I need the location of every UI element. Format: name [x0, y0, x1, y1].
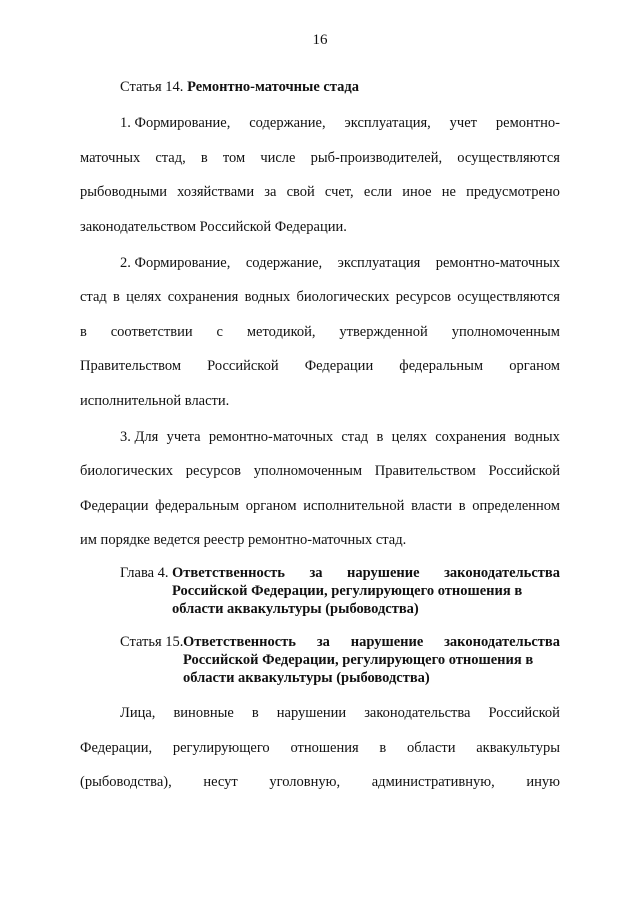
- word: иное: [402, 184, 432, 200]
- heading-line: Российской Федерации, регулирующего отношения в: [183, 652, 534, 668]
- word: за: [316, 634, 330, 650]
- word: в: [200, 150, 208, 166]
- word: хозяйствами: [177, 184, 255, 200]
- word: не: [441, 184, 456, 200]
- chapter-4-heading: [120, 564, 560, 620]
- paragraph-line: [80, 323, 560, 341]
- word: если: [363, 184, 393, 200]
- word: в: [376, 429, 384, 445]
- word: эксплуатация,: [344, 115, 431, 131]
- heading-line: области аквакультуры (рыбоводства): [172, 601, 419, 617]
- word: методикой,: [246, 324, 316, 340]
- word: водных: [514, 429, 560, 445]
- heading-line: Российской Федерации, регулирующего отношения в: [172, 583, 523, 599]
- word: области: [407, 740, 456, 756]
- word: осуществляются: [457, 289, 560, 305]
- word: Российской: [488, 463, 560, 479]
- word: том: [222, 150, 246, 166]
- word: власти: [411, 498, 452, 514]
- article-14-label: Статья 14.: [120, 79, 184, 95]
- word: содержание,: [249, 115, 326, 131]
- word: утвержденной: [339, 324, 428, 340]
- paragraph-line: исполнительной власти.: [80, 393, 230, 409]
- word: в: [251, 705, 259, 721]
- word: учет: [449, 115, 477, 131]
- word: сохранения: [435, 429, 506, 445]
- chapter-4-label: Глава 4.: [120, 565, 169, 581]
- word: за: [309, 565, 323, 581]
- paragraph-line: им порядке ведется реестр ремонтно-маточных стад.: [80, 532, 407, 548]
- word: отношения: [290, 740, 359, 756]
- paragraph-line: законодательством Российской Федерации.: [80, 219, 347, 235]
- word: аквакультуры: [476, 740, 560, 756]
- word: нарушение: [347, 565, 420, 581]
- word: федеральным: [155, 498, 239, 514]
- word: несут: [203, 774, 238, 790]
- word: в: [80, 324, 87, 340]
- word: ремонтно-маточных: [208, 429, 334, 445]
- word: уголовную,: [269, 774, 341, 790]
- word: соответствии: [110, 324, 193, 340]
- word: Ответственность: [183, 634, 296, 650]
- word: виновные: [173, 705, 234, 721]
- word: стад: [80, 289, 107, 305]
- word: эксплуатация: [337, 255, 421, 271]
- word: учета: [166, 429, 201, 445]
- page-number: 16: [312, 32, 328, 48]
- word: иную: [526, 774, 560, 790]
- word: с: [216, 324, 223, 340]
- word: 1. Формирование,: [120, 115, 231, 131]
- word: уполномоченным: [253, 463, 362, 479]
- word: Федерации: [304, 358, 374, 374]
- word: маточных: [80, 150, 141, 166]
- word: Правительством: [80, 358, 182, 374]
- heading-line: области аквакультуры (рыбоводства): [183, 670, 430, 686]
- word: законодательства: [364, 705, 471, 721]
- word: 2. Формирование,: [120, 255, 231, 271]
- paragraph-line: [120, 114, 560, 132]
- word: сохранения: [167, 289, 239, 305]
- word: Российской: [207, 358, 279, 374]
- word: Ответственность: [172, 565, 285, 581]
- paragraph-line: [80, 288, 560, 306]
- word: водных: [244, 289, 291, 305]
- word: стад,: [155, 150, 186, 166]
- word: Федерации: [80, 498, 149, 514]
- word: ремонтно-: [495, 115, 560, 131]
- word: рыбоводными: [80, 184, 168, 200]
- paragraph-line: [120, 704, 560, 722]
- word: определенном: [472, 498, 560, 514]
- paragraph-line: [80, 183, 560, 201]
- word: уполномоченным: [451, 324, 560, 340]
- word: биологических: [296, 289, 390, 305]
- word: рыб-производителей,: [310, 150, 443, 166]
- word: числе: [260, 150, 296, 166]
- word: целях: [126, 289, 162, 305]
- word: нарушение: [350, 634, 424, 650]
- article-14-heading: [120, 78, 560, 96]
- word: за: [264, 184, 277, 200]
- article-15-heading: [120, 633, 560, 689]
- word: содержание,: [245, 255, 323, 271]
- word: федеральным: [399, 358, 484, 374]
- word: административную,: [371, 774, 495, 790]
- word: нарушении: [276, 705, 347, 721]
- word: законодательства: [444, 634, 560, 650]
- word: законодательства: [444, 565, 560, 581]
- heading-line: [183, 633, 560, 651]
- paragraph-line: [80, 739, 560, 757]
- word: Лица,: [120, 705, 156, 721]
- word: органом: [509, 358, 560, 374]
- word: осуществляются: [457, 150, 560, 166]
- word: Правительством: [374, 463, 476, 479]
- word: Российской: [488, 705, 560, 721]
- paragraph-line: [120, 254, 560, 272]
- word: в: [458, 498, 466, 514]
- word: ресурсов: [185, 463, 242, 479]
- article-15-label: Статья 15.: [120, 634, 184, 650]
- word: 3. Для: [120, 429, 159, 445]
- word: стад: [341, 429, 369, 445]
- heading-line: [172, 564, 560, 582]
- paragraph-line: [80, 462, 560, 480]
- paragraph-line: [120, 428, 560, 446]
- word: органом: [245, 498, 297, 514]
- word: (рыбоводства),: [80, 774, 172, 790]
- word: Федерации,: [80, 740, 153, 756]
- article-14-title: Ремонтно-маточные стада: [187, 79, 359, 95]
- word: регулирующего: [172, 740, 270, 756]
- word: исполнительной: [303, 498, 405, 514]
- word: в: [379, 740, 387, 756]
- word: свой: [286, 184, 315, 200]
- word: ремонтно-маточных: [435, 255, 560, 271]
- paragraph-line: [80, 357, 560, 375]
- paragraph-line: [80, 497, 560, 515]
- word: ресурсов: [395, 289, 452, 305]
- paragraph-line: [80, 149, 560, 167]
- article-15-title: [183, 633, 560, 687]
- word: целях: [391, 429, 427, 445]
- chapter-4-title: [172, 564, 560, 618]
- word: в: [113, 289, 120, 305]
- word: предусмотрено: [466, 184, 560, 200]
- paragraph-line: [80, 773, 560, 791]
- word: биологических: [80, 463, 173, 479]
- word: счет,: [324, 184, 354, 200]
